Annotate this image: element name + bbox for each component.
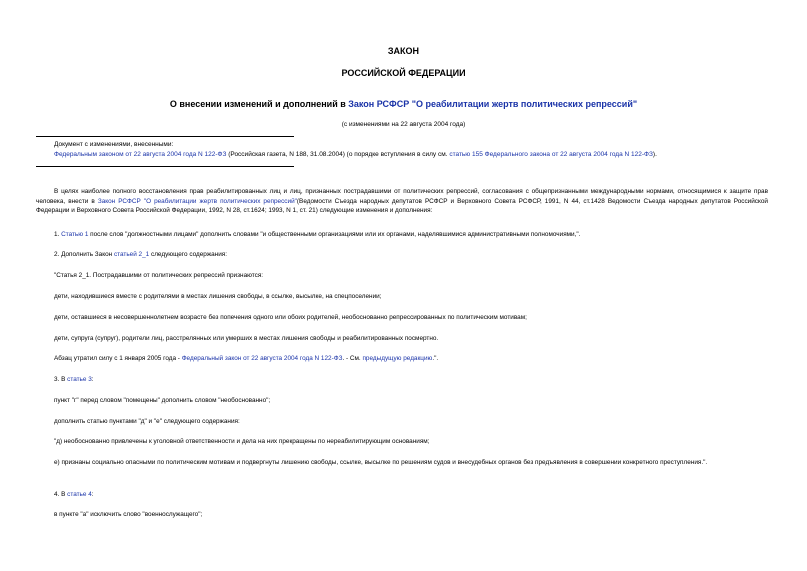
item-3 [54,375,768,385]
law-title-text: О внесении изменений и дополнений в [169,99,349,109]
item-2-text: 2. Дополнить Закон [54,251,114,258]
law-122-link[interactable]: Федеральный закон от 22 августа 2004 года N 122-ФЗ [181,355,343,362]
changes-text: (Российская газета, N 188, 31.08.2004) (о порядке вступления в силу см. [226,151,450,158]
intro-text-a: В целях наиболее полного восстановления прав реабилитированных лиц и лиц, признанных пострадавшими от политических репрессий, согласования с общепризнанными международными нормами, относящимися к защите прав человека, внести в [36,188,768,205]
item-3-point-d: "д) необоснованно привлечены к уголовной ответственности и дела на них прекращены по нереабилитирующим основаниям; [54,438,430,445]
void-mid: . - См. [342,355,363,362]
item-3-text: 3. В [54,376,68,383]
article-155-link[interactable]: статью 155 Федерального закона от 22 августа 2004 года N 122-ФЗ [449,151,653,158]
item-3-add-points: дополнить статью пунктами "д" и "е" следующего содержания: [54,418,240,425]
void-text: Абзац утратил силу с 1 января 2005 года - [54,355,182,362]
previous-edition-link[interactable]: предыдущую редакцию [362,355,433,362]
article-3-link[interactable]: статье 3 [67,376,92,383]
article-1-link[interactable]: Статью 1 [61,231,89,238]
law-heading: ЗАКОН [387,46,420,56]
changes-label: Документ с изменениями, внесенными: [54,141,174,148]
intro-text-b: (Ведомости Съезда народных депутатов РСФСР и Верховного Совета РСФСР, 1991, N 44, ст.1428 Ведомости Съезда народных депутатов Российской Федерации и Верховного Совета Российской Федерации, 1992, N 28, ст.1624; 1993, N 1, ст. 21) следующие изменения и дополнения: [36,197,768,214]
divider-top [36,136,294,137]
item-1-number: 1. [54,231,62,238]
item-4 [54,490,768,500]
paragraph-children-detained: дети, находившиеся вместе с родителями в местах лишения свободы, в ссылке, высылке, на спецпоселении; [54,293,382,300]
item-4-point-a: в пункте "а" исключить слово "военнослужащего"; [54,511,203,518]
item-4-text: 4. В [54,491,68,498]
item-1-text: после слов "должностными лицами" дополнить словами "и общественными организациями или их органами, наделявшимися административными полномочиями,". [88,231,581,238]
edition-note: (с изменениями на 22 августа 2004 года) [341,121,466,128]
law-title [0,99,807,109]
intro-law-link[interactable]: Закон РСФСР "О реабилитации жертв политических репрессий" [97,197,297,205]
changes-list [54,150,774,159]
item-2 [54,250,768,260]
item-3-point-e: е) признаны социально опасными по политическим мотивам и подвергнуты лишению свободы, ссылке, высылке по решениям судов и внесудебных органов без предъявления в совершении конкретного преступления.". [54,459,708,466]
intro-paragraph [36,187,768,216]
paragraph-children-orphaned: дети, оставшиеся в несовершеннолетнем возрасте без попечения одного или обоих родителей, необоснованно репрессированных по политическим мотивам; [54,314,527,321]
item-3-point-g: пункт "г" перед словом "помещены" дополнить словом "необоснованно"; [54,397,271,404]
item-3-tail: : [91,376,94,383]
changes-tail: ). [652,151,657,158]
law-country: РОССИЙСКОЙ ФЕДЕРАЦИИ [341,68,466,78]
article-2-1-link[interactable]: статьей 2_1 [113,251,150,258]
void-tail: .". [432,355,439,362]
divider-bottom [36,166,294,167]
article-2-1-heading: "Статья 2_1. Пострадавшими от политических репрессий признаются: [54,272,264,279]
paragraph-relatives: дети, супруга (супруг), родители лиц, расстрелянных или умерших в местах лишения свободы и реабилитированных посмертно. [54,335,439,342]
article-4-link[interactable]: статье 4 [67,491,92,498]
item-2-tail: следующего содержания: [149,251,228,258]
amending-law-link[interactable]: Федеральным законом от 22 августа 2004 года N 122-ФЗ [54,151,227,158]
void-paragraph [54,354,768,364]
item-1 [54,230,768,240]
law-title-link[interactable]: Закон РСФСР "О реабилитации жертв политических репрессий" [348,99,638,109]
item-4-tail: : [91,491,94,498]
